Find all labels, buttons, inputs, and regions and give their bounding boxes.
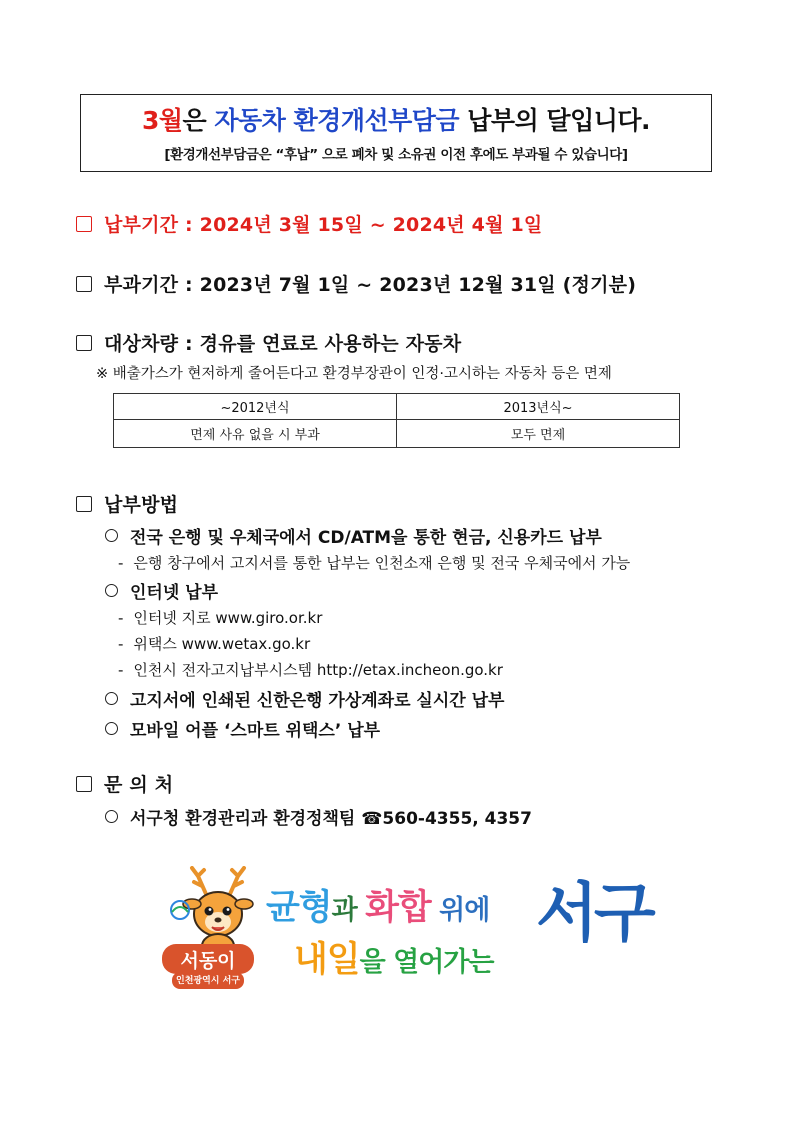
- brand-seogu: 서구: [536, 877, 652, 951]
- title-month: 3월: [141, 106, 183, 135]
- slogan-line2: 내일을 열어가는: [294, 940, 494, 980]
- payment-period-text: 납부기간 : 2024년 3월 15일 ~ 2024년 4월 1일: [104, 214, 543, 236]
- slogan-line1: 균형과 화합 위에: [266, 888, 490, 928]
- mascot-name: 서동이: [180, 950, 236, 972]
- seogu-logo: [158, 866, 652, 996]
- title-box: [80, 94, 712, 172]
- method-heading: 납부방법: [104, 494, 179, 516]
- target-vehicles: [76, 329, 461, 356]
- list-item: 전국 은행 및 우체국에서 CD/ATM을 통한 현금, 신용카드 납부: [105, 523, 602, 548]
- contact-heading: 문 의 처: [104, 774, 174, 796]
- checkbox-square-icon: [76, 335, 92, 351]
- circle-bullet-icon: [105, 810, 118, 823]
- checkbox-square-icon: [76, 216, 92, 232]
- exemption-note: ※ 배출가스가 현저하게 줄어든다고 환경부장관이 인정·고시하는 자동차 등은 면제: [96, 366, 612, 382]
- checkbox-square-icon: [76, 776, 92, 792]
- circle-bullet-icon: [105, 529, 118, 542]
- circle-bullet-icon: [105, 584, 118, 597]
- title-subject: 자동차 환경개선부담금: [214, 106, 460, 135]
- list-subitem: - 인천시 전자고지납부시스템 http://etax.incheon.go.kr: [118, 661, 503, 679]
- payment-period: [76, 210, 542, 237]
- list-item: 인터넷 납부: [105, 578, 218, 603]
- table-cell: 면제 사유 없을 시 부과: [114, 420, 397, 448]
- table-header-cell: ~2012년식: [114, 394, 397, 420]
- page-subtitle: [환경개선부담금은 “후납” 으로 폐차 및 소유권 이전 후에도 부과될 수 있습니다]: [164, 147, 628, 163]
- circle-bullet-icon: [105, 692, 118, 705]
- levy-period: [76, 270, 636, 297]
- payment-method: [76, 490, 178, 517]
- contact: [76, 770, 173, 797]
- vehicle-table: [113, 393, 680, 448]
- target-heading: 대상차량 : 경유를 연료로 사용하는 자동차: [104, 333, 462, 355]
- levy-period-text: 부과기간 : 2023년 7월 1일 ~ 2023년 12월 31일 (정기분): [104, 274, 637, 296]
- list-subitem: - 은행 창구에서 고지서를 통한 납부는 인천소재 은행 및 전국 우체국에서 가능: [118, 554, 631, 572]
- table-cell: 모두 면제: [397, 420, 680, 448]
- mascot-caption: 인천광역시 서구: [176, 976, 240, 986]
- table-header-row: [114, 394, 680, 420]
- table-row: [114, 420, 680, 448]
- list-item: 서구청 환경관리과 환경정책팀 ☎560-4355, 4357: [105, 804, 532, 829]
- table-header-cell: 2013년식~: [397, 394, 680, 420]
- list-item: 고지서에 인쇄된 신한은행 가상계좌로 실시간 납부: [105, 686, 504, 711]
- list-subitem: - 위택스 www.wetax.go.kr: [118, 635, 311, 653]
- circle-bullet-icon: [105, 722, 118, 735]
- page-title: 3월은 자동차 환경개선부담금 납부의 달입니다.: [141, 106, 651, 135]
- checkbox-square-icon: [76, 276, 92, 292]
- checkbox-square-icon: [76, 496, 92, 512]
- list-item: 모바일 어플 ‘스마트 위택스’ 납부: [105, 716, 380, 741]
- list-subitem: - 인터넷 지로 www.giro.or.kr: [118, 609, 323, 627]
